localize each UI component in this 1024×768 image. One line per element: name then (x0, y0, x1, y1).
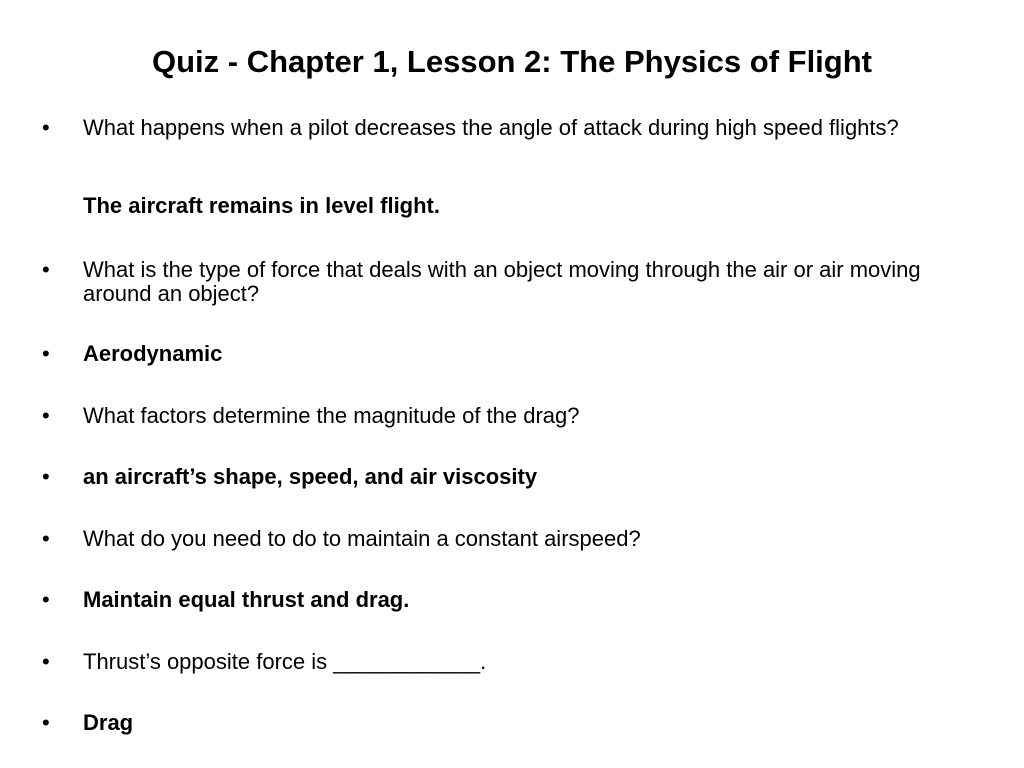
bullet-icon: • (42, 115, 50, 140)
question-text: What is the type of force that deals with an object moving through the air or air moving around an object? (83, 257, 921, 306)
bullet-icon: • (42, 649, 50, 674)
slide-title: Quiz - Chapter 1, Lesson 2: The Physics of Flight (152, 44, 872, 79)
answer-text: Aerodynamic (83, 341, 223, 366)
bullet-icon: • (42, 587, 50, 612)
answer-text: The aircraft remains in level flight. (83, 193, 440, 218)
question-text: What happens when a pilot decreases the angle of attack during high speed flights? (83, 115, 899, 140)
bullet-icon: • (42, 403, 50, 428)
bullet-icon: • (42, 257, 50, 282)
answer-text: an aircraft’s shape, speed, and air viscosity (83, 464, 538, 489)
answer-text: Drag (83, 710, 134, 735)
question-text: Thrust’s opposite force is ____________. (83, 649, 487, 674)
bullet-icon: • (42, 341, 50, 366)
answer-text: Maintain equal thrust and drag. (83, 587, 410, 612)
question-text: What factors determine the magnitude of the drag? (83, 403, 580, 428)
bullet-icon: • (42, 526, 50, 551)
bullet-icon: • (42, 464, 50, 489)
bullet-icon: • (42, 710, 50, 735)
question-text: What do you need to do to maintain a constant airspeed? (83, 526, 641, 551)
